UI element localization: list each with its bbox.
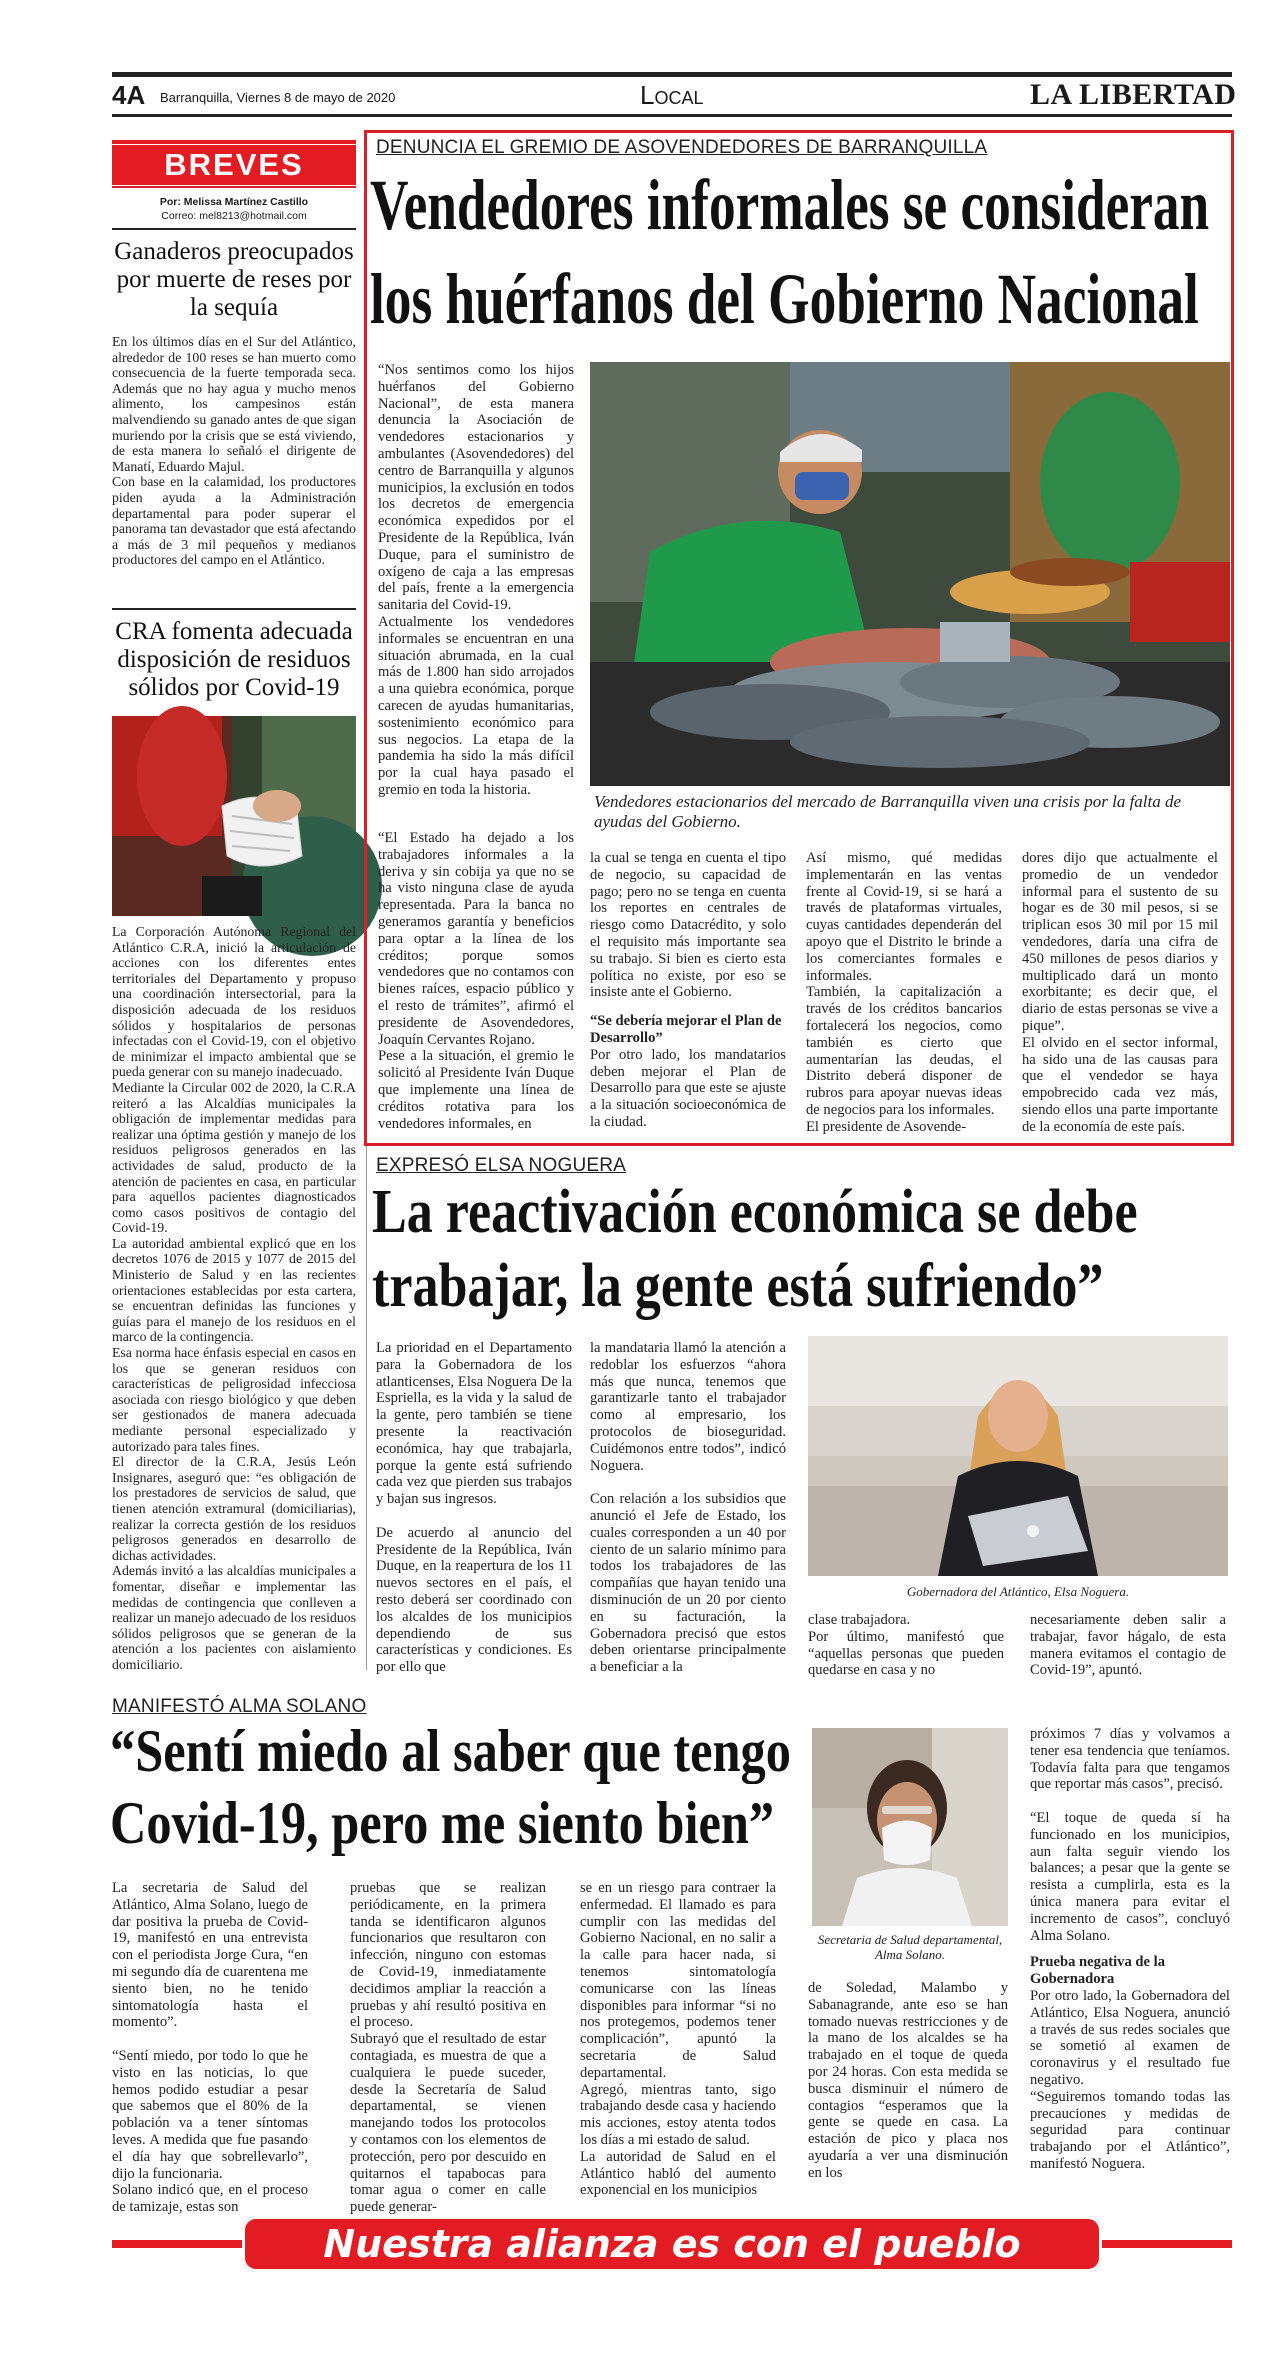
article2-col4: necesariamente deben salir a trabajar, favor hágalo, de esta manera evitamos el contagio de Covid-19”, apuntó. — [1030, 1612, 1226, 1679]
breves-rule — [112, 228, 356, 230]
breves-byline: Por: Melissa Martínez Castillo — [159, 196, 309, 208]
top-rule — [112, 72, 1232, 77]
article1-subhead: “Se debería mejorar el Plan de Desarrollo” — [590, 1013, 782, 1046]
article1-col2-text-b: Por otro lado, los mandatarios deben mejorar el Plan de Desarrollo para que este se ajuste a la situación socioeconómica de la ciudad. — [590, 1046, 786, 1130]
article2-headline-line2: trabajar, la gente está sufriendo” — [372, 1252, 1104, 1320]
footer-slogan: Nuestra alianza es con el pueblo — [323, 2222, 1021, 2266]
article1-photo — [590, 362, 1230, 786]
article1-col2-text-a: la cual se tenga en cuenta el tipo de negocio, su capacidad de pago; pero no se tenga en cuenta los reportes en centrales de riesgo como Datacrédito, y solo el requisito más importante sea su trabajo. Si bien es cierto esta política no existe, por eso se insiste ante el Gobierno. — [590, 850, 786, 1001]
article3-kicker: MANIFESTÓ ALMA SOLANO — [112, 1696, 367, 1717]
article1-col1: “El Estado ha dejado a los trabajadores informales a la deriva y sin cobija ya que no se ha visto ninguna clase de ayuda representada. Para la banca no generamos garantía y beneficios para optar a la línea de los créditos; porque somos vendedores que no contamos con bienes raíces, espacio público y el resto de trámites”, afirmó el presidente de Asovendedores, Joaquín Cervantes Rojano. Pese a la situación, el gremio le solicitó al Presidente Iván Duque que implemente una línea de créditos rotativa para los vendedores informales, en — [378, 830, 574, 1132]
article3-col5 — [1030, 1726, 1230, 2206]
brief1-title: Ganaderos preocupados por muerte de reses por la sequía — [114, 238, 354, 321]
article2-col2: la mandataria llamó la atención a redoblar los esfuerzos “ahora más que nunca, tenemos que garantizarle tanto el trabajador como al empresario, los protocolos de bioseguridad. Cuidémonos entre todos”, indicó Noguera. Con relación a los subsidios que anunció el Jefe de Estado, los cuales corresponden a un 40 por ciento de un salario mínimo para todos los trabajadores de las compañías que hayan tenido una disminución de un 20 por ciento en su facturación, la Gobernadora precisó que estos deben orientarse principalmente a beneficiar a la — [590, 1340, 786, 1676]
brief-divider — [112, 608, 356, 610]
article2-photo — [808, 1336, 1228, 1576]
article2-kicker: EXPRESÓ ELSA NOGUERA — [376, 1155, 627, 1176]
article3-col5-text-a: próximos 7 días y volvamos a tener esa tendencia que teníamos. Todavía falta para que tengamos que reportar más casos”, precisó. “El toque de queda sí ha funcionado en los municipios, aun falta seguir viendo los balances; a pesar que la gente se resista a cumplirla, esta es la única manera para evitar el incremento de casos”, concluyó Alma Solano. — [1030, 1726, 1230, 1944]
brief2-photo — [112, 716, 356, 916]
article3-headline-line1: “Sentí miedo al saber que tengo — [110, 1718, 791, 1784]
article1-col2 — [590, 850, 786, 1130]
article1-intro: “Nos sentimos como los hijos huérfanos del Gobierno Nacional”, de esta manera denuncia la Asociación de vendedores estacionarios y ambulantes (Asovendedores) del centro de Barranquilla y algunos municipios, la exclusión en todos los decretos de emergencia económica expedidos por el Presidente de la República, Iván Duque, para el suministro de oxígeno de caja a las empresas del país, frente a la emergencia sanitaria del Covid-19. Actualmente los vendedores informales se encuentran en una situación abrumada, en la cual más de 1.800 han sido arrojados a una quiebra económica, porque carecen de ayudas humanitarias, sostenimiento económico para sus negocios. La etapa de la pandemia ha sido la más difícil por la cual haya pasado el gremio en toda la historia. — [378, 362, 574, 798]
article1-headline-line2: los huérfanos del Gobierno Nacional — [370, 259, 1199, 339]
page-number: 4A — [112, 80, 146, 110]
article2-col1: La prioridad en el Departamento para la Gobernadora de los atlanticenses, Elsa Noguera De la Espriella, es la vida y la salud de la gente, pero también se tiene presente la reactivación económica, hay que trabajarla, porque la gente está sufriendo cada vez que pierden sus trabajos y bajan sus ingresos. De acuerdo al anuncio del Presidente de la República, Iván Duque, en la reapertura de los 11 nuevos sectores en el país, el resto deberá ser coordinado con los alcaldes de los municipios dependiendo de sus características y condiciones. Es por ello que — [376, 1340, 572, 1676]
article1-kicker: DENUNCIA EL GREMIO DE ASOVENDEDORES DE BARRANQUILLA — [376, 137, 988, 158]
breves-banner — [112, 140, 356, 188]
article3-col3: se en un riesgo para contraer la enfermedad. El llamado es para cumplir con las medidas del Gobierno Nacional, en no salir a la calle para hacer nada, si tenemos sintomatología comunicarse con las líneas disponibles para informar “si no nos protegemos, podemos tener complicación”, apuntó la secretaria de Salud departamental. Agregó, mientras tanto, sigo trabajando desde casa y haciendo mis acciones, estoy atenta todos los días a mi estado de salud. La autoridad de Salud en el Atlántico habló del aumento exponencial en los municipios — [580, 1880, 776, 2199]
article3-col5-text-b: Por otro lado, la Gobernadora del Atlántico, Elsa Noguera, anunció a través de sus redes sociales que se sometió al examen de coronavirus y el resultado fue negativo. “Seguiremos tomando todas las precauciones y medidas de seguridad para continuar trabajando por el Atlántico”, manifestó Noguera. — [1030, 1987, 1230, 2172]
article2-caption: Gobernadora del Atlántico, Elsa Noguera. — [906, 1584, 1130, 1599]
article2-col3: clase trabajadora. Por último, manifestó que “aquellas personas que pueden quedarse en casa y no — [808, 1612, 1004, 1679]
article1-col4: dores dijo que actualmente el promedio de un vendedor informal para el sustento de su hogar es de 30 mil pesos, si se triplican esos 30 mil por 15 mil vendedores, daría una cifra de 450 millones de pesos diarios y multiplicado dará un monto exorbitante; es decir que, el diario de estas personas se vive a pique”. El olvido en el sector informal, ha sido una de las causas para que el vendedor se haya empobrecido cada vez más, siendo ellos una parte importante de la economía de este país. — [1022, 850, 1218, 1135]
section-name: Local — [640, 80, 704, 110]
brief2-title: CRA fomenta adecuada disposición de residuos sólidos por Covid-19 — [115, 618, 353, 701]
article2-headline-line1: La reactivación económica se debe — [372, 1178, 1138, 1246]
article3-col1: La secretaria de Salud del Atlántico, Alma Solano, luego de dar positiva la prueba de Covid-19, manifestó en una entrevista con el periodista Jorge Cura, “en mi segundo día de cuarentena me siento bien, no he tenido sintomatología hasta el momento”. “Sentí miedo, por todo lo que he visto en las noticias, lo que hemos podido estudiar a pesar que sabemos que el 80% de la población va a tener síntomas leves. A medida que fue pasando el día hay que sobrellevarlo”, dijo la funcionaria. Solano indicó que, en el proceso de tamizaje, estas son — [112, 1880, 308, 2216]
article1-col3: Así mismo, qué medidas implementarán en las ventas frente al Covid-19, si se hará a través de plataformas virtuales, cuyas cantidades dependerán del apoyo que el Distrito le brinde a los comerciantes formales e informales. También, la capitalización a través de los créditos bancarios fortalecerá los negocios, como también es cierto que aumentarían las deudas, el Distrito deberá disponer de rubros para apoyar nuevas ideas de negocios para los informales. El presidente de Asovende- — [806, 850, 1002, 1135]
header-bottom-rule — [112, 114, 1232, 117]
brief1-body: En los últimos días en el Sur del Atlántico, alrededor de 100 reses se han muerto como consecuencia de la fuerte temporada seca. Además que no hay agua y mucho menos alimento, los campesinos están malvendiendo su ganado antes de que sigan muriendo por la crisis que se está viviendo, de esta manera lo señaló el dirigente de Manatí, Eduardo Majul. Con base en la calamidad, los productores piden ayuda a la Administración departamental para poder superar el panorama tan devastador que está afectando a más de 3 mil pequeños y medianos productores del campo en el Atlántico. — [112, 334, 356, 568]
masthead: LA LIBERTAD — [1030, 78, 1237, 111]
dateline: Barranquilla, Viernes 8 de mayo de 2020 — [160, 90, 396, 105]
breves-banner-label: BREVES — [112, 144, 356, 186]
article3-col4: de Soledad, Malambo y Sabanagrande, ante eso se han tomado nuevas restricciones y de la mano de los alcaldes se ha trabajado en el toque de queda por 24 horas. Con esta medida se busca disminuir el número de contagios “esperamos que la gente se quede en casa. La estación de pico y placa nos ayudaría a ver una disminución en los — [808, 1980, 1008, 2181]
article3-col2: pruebas que se realizan periódicamente, en la primera tanda se identificaron algunos funcionarios que resultaron con infección, ninguno con estomas de Covid-19, inmediatamente decidimos ampliar la reacción a pruebas y ahí resultó positiva en el proceso. Subrayó que el resultado de estar contagiada, es muestra de que a cualquiera le puede suceder, desde la Secretaría de Salud departamental, se vienen manejando todos los protocolos y contamos con los elementos de protección, pero por descuido en quitarnos el tapabocas para tomar agua o comer en calle puede generar- — [350, 1880, 546, 2216]
article3-photo — [812, 1728, 1008, 1926]
article1-headline-line1: Vendedores informales se consideran — [370, 165, 1210, 245]
breves-email: Correo: mel8213@hotmail.com — [161, 210, 307, 222]
article3-subhead: Prueba negativa de la Gobernadora — [1030, 1954, 1165, 1988]
footer-banner — [112, 2216, 1232, 2272]
article1-caption: Vendedores estacionarios del mercado de Barranquilla viven una crisis por la falta de ayudas del Gobierno. — [594, 792, 1182, 831]
brief2-body: La Corporación Autónoma Regional del Atlántico C.R.A, inició la articulación de acciones con los diferentes entes territoriales del Departamento y propuso una coordinación intersectorial, para la disposición adecuada de los residuos sólidos y hospitalarios de personas infectadas con el Covid-19, con el objetivo de minimizar el impacto ambiental que se pueda generar con su manejo inadecuado. Mediante la Circular 002 de 2020, la C.R.A reiteró a las Alcaldías municipales la obligación de implementar medidas para realizar una óptima gestión y manejo de los residuos peligrosos generados en las actividades de salud, producto de la atención de pacientes en casa, en particular para aquellos pacientes diagnosticados como casos positivos de contagio del Covid-19. La autoridad ambiental explicó que en los decretos 1076 de 2015 y 1077 de 2015 del Ministerio de Salud y en las recientes orientaciones establecidas por esta cartera, se encuentran definidas las funciones y guías para el manejo de los residuos en el marco de la contingencia. Esa norma hace énfasis especial en casos en los que se generan residuos con características de peligrosidad infecciosa asociada con riesgo biológico y que deben ser gestionados de manera adecuada mediante personal especializado y autorizado para tales fines. El director de la C.R.A, Jesús León Insignares, aseguró que: “es obligación de los prestadores de servicios de salud, que tienen atención extramural (domiciliarias), realizar la correcta gestión de los residuos peligrosos generados en desarrollo de dichas actividades. Además invitó a las alcaldías municipales a fomentar, diseñar e implementar las medidas de contingencia que conlleven a realizar un manejo adecuado de los residuos sólidos peligrosos que se generan de la atención a los pacientes con aislamiento domiciliario. — [112, 924, 356, 1672]
article3-caption: Secretaria de Salud departamental, Alma Solano. — [817, 1932, 1003, 1962]
article3-headline-line2: Covid-19, pero me siento bien” — [110, 1790, 775, 1856]
